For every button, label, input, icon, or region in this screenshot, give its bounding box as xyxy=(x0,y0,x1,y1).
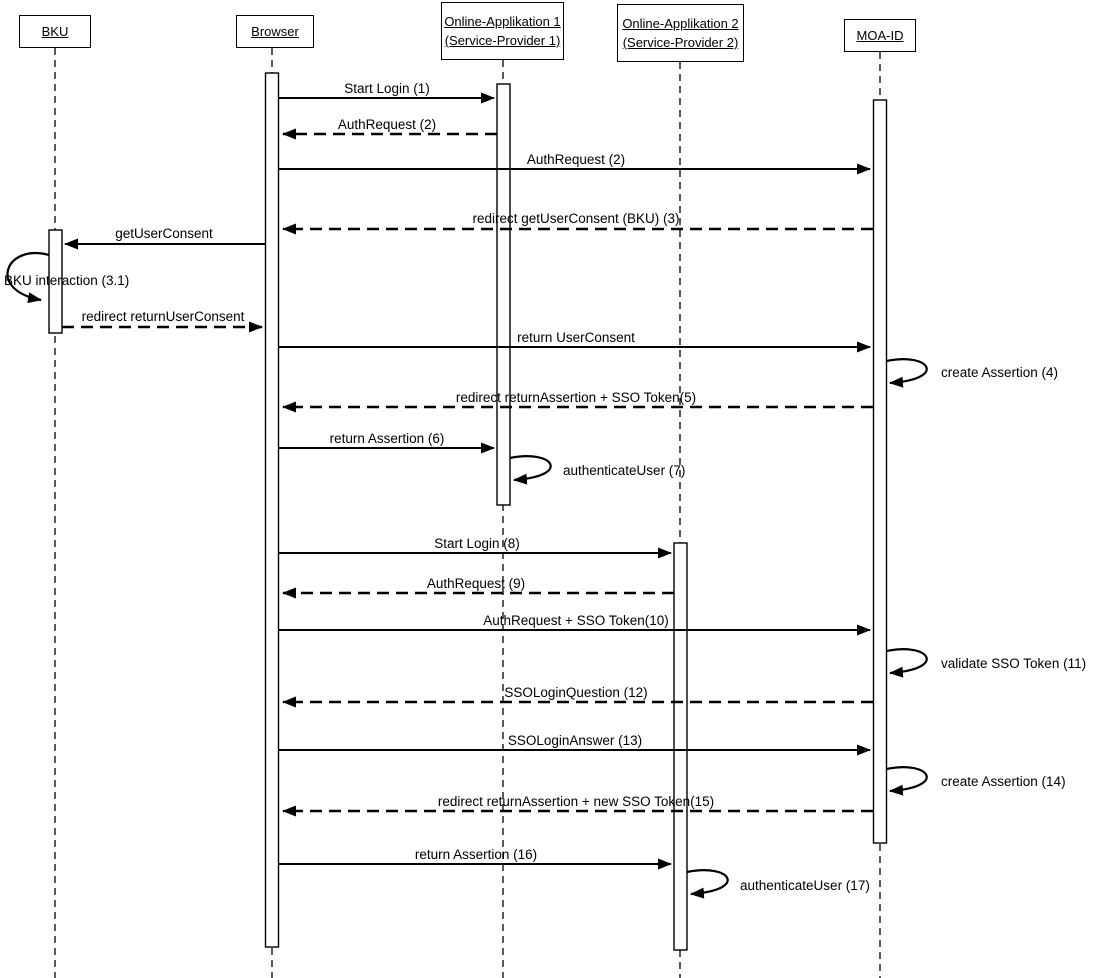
actor-moaid-label: MOA-ID xyxy=(856,28,904,43)
actor-browser xyxy=(236,15,314,48)
activation-browser xyxy=(266,73,279,947)
activation-oa2 xyxy=(674,543,687,950)
message-label-11: return Assertion (6) xyxy=(329,431,445,446)
message-label-6: BKU interaction (3.1) xyxy=(4,273,130,288)
message-label-20: redirect returnAssertion + new SSO Token(15) xyxy=(437,794,715,809)
actor-bku xyxy=(19,15,91,48)
activation-oa1 xyxy=(497,84,510,505)
message-loop-22 xyxy=(687,870,728,894)
message-label-3: AuthRequest (2) xyxy=(526,152,626,167)
message-label-12: authenticateUser (7) xyxy=(563,463,686,478)
message-loop-12 xyxy=(510,456,551,480)
message-loop-19 xyxy=(887,767,927,791)
solid-arrows xyxy=(65,98,870,864)
actor-bku-label: BKU xyxy=(41,24,69,39)
message-label-22: authenticateUser (17) xyxy=(740,878,870,893)
message-label-17: SSOLoginQuestion (12) xyxy=(504,685,648,700)
activation-moaid xyxy=(874,100,887,843)
message-label-14: AuthRequest (9) xyxy=(426,576,526,591)
actor-online-applikation-2 xyxy=(617,4,744,62)
message-label-19: create Assertion (14) xyxy=(941,774,1066,789)
message-label-2: AuthRequest (2) xyxy=(337,117,437,132)
actor-oa2-label: Online-Applikation 2 xyxy=(622,16,739,31)
message-label-7: redirect returnUserConsent xyxy=(81,309,245,324)
actor-browser-label: Browser xyxy=(251,24,299,39)
actor-oa1-label: Online-Applikation 1 xyxy=(444,14,561,29)
message-label-21: return Assertion (16) xyxy=(414,847,538,862)
actor-moa-id xyxy=(844,19,916,52)
message-label-1: Start Login (1) xyxy=(344,81,430,96)
lifelines xyxy=(55,48,880,978)
message-label-5: getUserConsent xyxy=(115,226,213,241)
message-label-18: SSOLoginAnswer (13) xyxy=(507,733,643,748)
message-label-15: AuthRequest + SSO Token(10) xyxy=(483,613,669,628)
message-label-4: redirect getUserConsent (BKU) (3) xyxy=(472,211,680,226)
actor-oa1-sublabel: (Service-Provider 1) xyxy=(444,33,561,48)
actor-oa2-sublabel: (Service-Provider 2) xyxy=(622,35,739,50)
message-loop-16 xyxy=(887,649,927,673)
activation-bars xyxy=(49,73,887,950)
message-label-10: redirect returnAssertion + SSO Token(5) xyxy=(455,390,697,405)
message-loop-9 xyxy=(887,359,927,383)
actor-online-applikation-1 xyxy=(441,2,564,60)
message-label-13: Start Login (8) xyxy=(434,536,520,551)
message-label-8: return UserConsent xyxy=(517,330,635,345)
message-label-16: validate SSO Token (11) xyxy=(941,656,1087,671)
message-label-9: create Assertion (4) xyxy=(941,365,1059,380)
